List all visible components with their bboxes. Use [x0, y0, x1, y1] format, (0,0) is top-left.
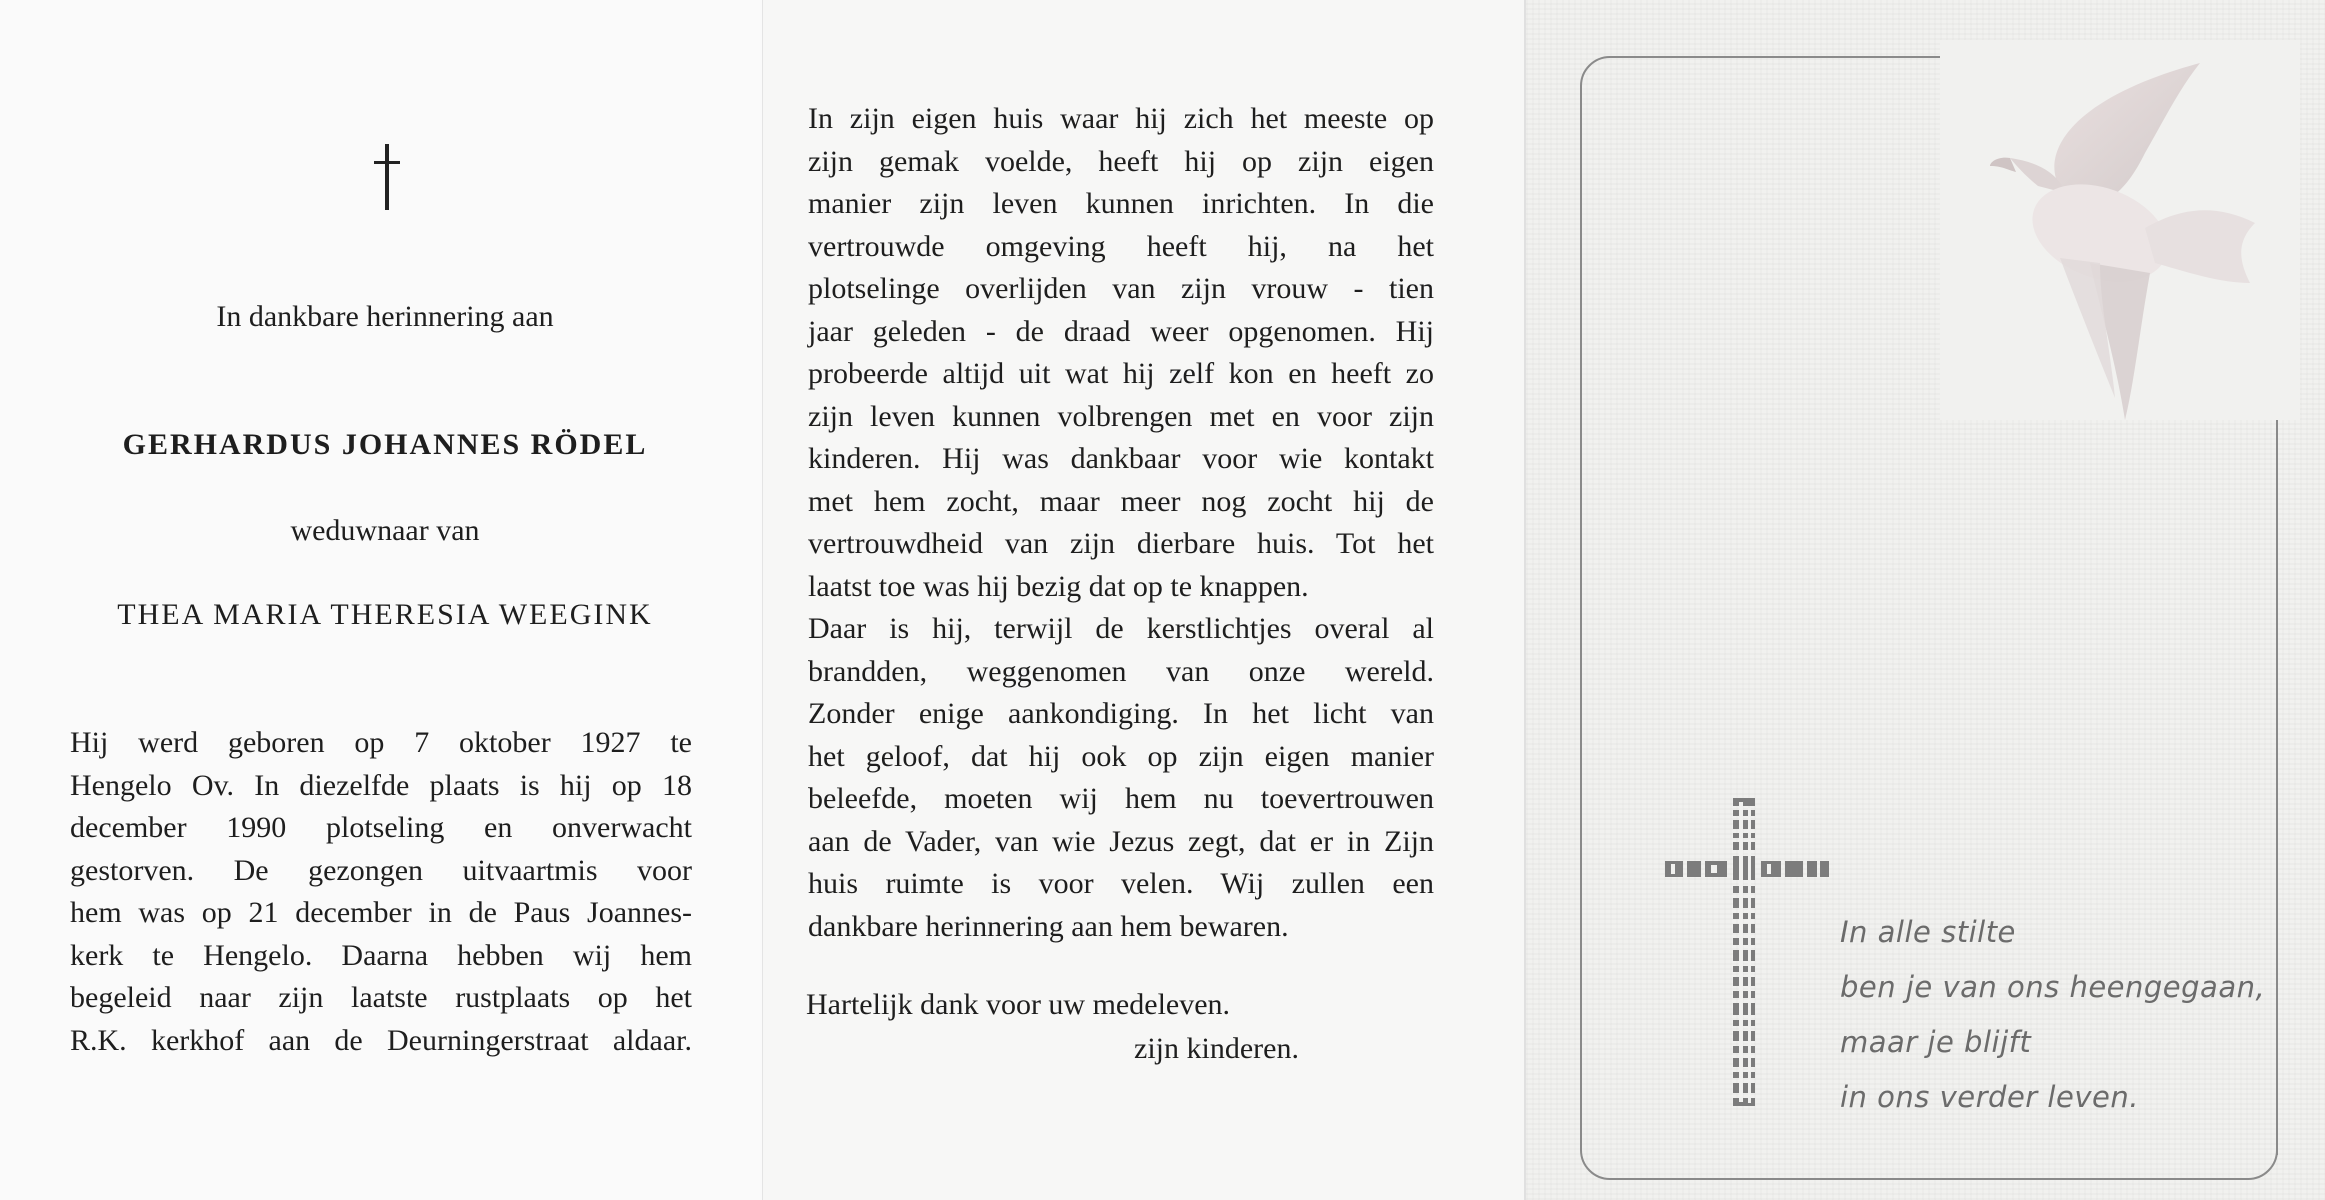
text-line: Zonder enige aankondiging. In het licht van: [808, 697, 1434, 730]
text-line: vertrouwde omgeving heeft hij, na het: [808, 229, 1434, 263]
intro-text: In dankbare herinnering aan: [216, 300, 554, 333]
card-frame-edge: [2276, 425, 2278, 1155]
poem: [1840, 905, 2265, 1125]
poem-line: in ons verder leven.: [1840, 1080, 2139, 1114]
text-line: begeleid naar zijn laatste rustplaats op het: [70, 981, 692, 1014]
text-line: gestorven. De gezongen uitvaartmis voor: [70, 853, 692, 887]
text-line: december 1990 plotseling en onverwacht: [70, 811, 692, 844]
cross-icon: [372, 144, 402, 210]
mosaic-cross-icon: [1665, 798, 1830, 1118]
text-line: aan de Vader, van wie Jezus zegt, dat er in Zijn: [808, 824, 1434, 858]
text-line: zijn gemak voelde, heeft hij op zijn eigen: [808, 144, 1434, 178]
text-line: probeerde altijd uit wat hij zelf kon en heeft zo: [808, 357, 1434, 390]
text-line: manier zijn leven kunnen inrichten. In die: [808, 187, 1434, 220]
tribute-text: [808, 98, 1434, 948]
relation-text: weduwnaar van: [290, 514, 480, 547]
text-line: R.K. kerkhof aan de Deurningerstraat aldaar.: [70, 1023, 692, 1057]
text-line: dankbare herinnering aan hem bewaren.: [808, 909, 1289, 943]
text-line: beleefde, moeten wij hem nu toevertrouwen: [808, 782, 1434, 815]
text-line: het geloof, dat hij ook op zijn eigen manier: [808, 739, 1434, 773]
text-line: Daar is hij, terwijl de kerstlichtjes overal al: [808, 612, 1434, 645]
text-line: plotselinge overlijden van zijn vrouw - tien: [808, 272, 1434, 305]
poem-line: In alle stilte: [1840, 915, 2016, 949]
text-line: Hij werd geboren op 7 oktober 1927 te: [70, 726, 692, 759]
text-line: laatst toe was hij bezig dat op te knappen.: [808, 569, 1309, 603]
text-line: Hengelo Ov. In diezelfde plaats is hij op 18: [70, 768, 692, 802]
thanks-text: Hartelijk dank voor uw medeleven.: [806, 988, 1231, 1021]
text-line: met hem zocht, maar meer nog zocht hij de: [808, 484, 1434, 518]
biography-text: [70, 722, 692, 1062]
text-line: In zijn eigen huis waar hij zich het meeste op: [808, 102, 1434, 135]
poem-line: ben je van ons heengegaan,: [1840, 970, 2266, 1004]
text-line: vertrouwdheid van zijn dierbare huis. Tot het: [808, 527, 1434, 560]
text-line: kerk te Hengelo. Daarna hebben wij hem: [70, 938, 692, 972]
dove-icon: [1950, 58, 2270, 428]
spouse-name: THEA MARIA THERESIA WEEGINK: [117, 598, 653, 631]
deceased-name: GERHARDUS JOHANNES RÖDEL: [122, 428, 648, 461]
poem-line: maar je blijft: [1840, 1025, 2032, 1059]
text-line: huis ruimte is voor velen. Wij zullen een: [808, 867, 1434, 900]
text-line: brandden, weggenomen van onze wereld.: [808, 654, 1434, 688]
text-line: jaar geleden - de draad weer opgenomen. Hij: [808, 314, 1434, 348]
text-line: hem was op 21 december in de Paus Joannes-: [70, 896, 692, 929]
signoff-text: zijn kinderen.: [1134, 1032, 1299, 1065]
text-line: kinderen. Hij was dankbaar voor wie kontakt: [808, 442, 1434, 475]
text-line: zijn leven kunnen volbrengen met en voor zijn: [808, 399, 1434, 433]
